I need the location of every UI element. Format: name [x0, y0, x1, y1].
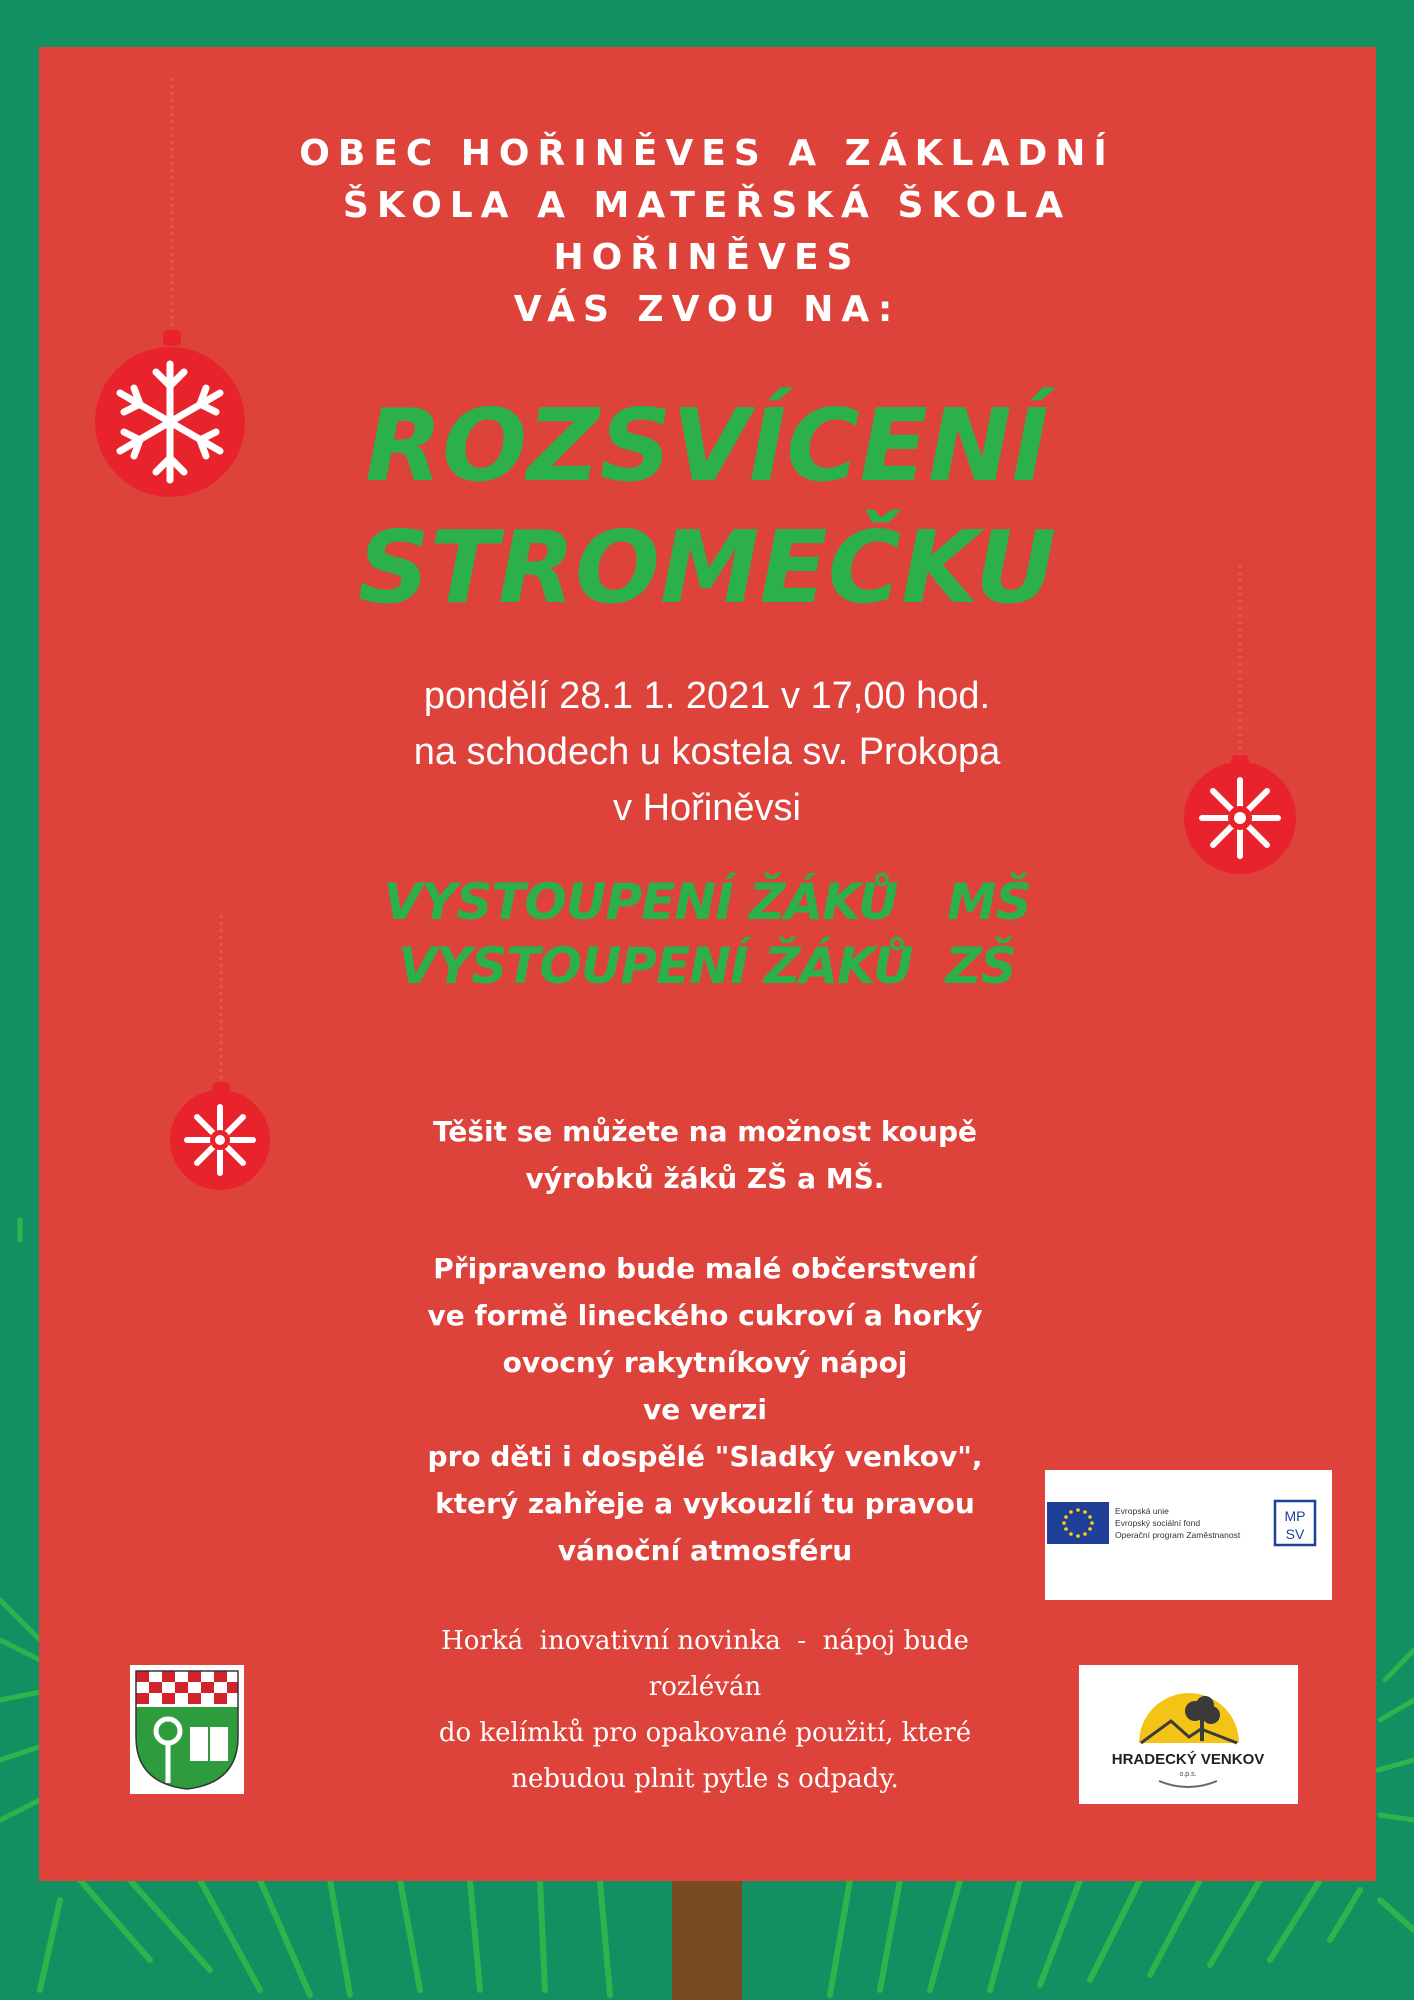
event-info	[0, 668, 1414, 836]
note-line: do kelímků pro opakované použití, které	[438, 1718, 972, 1748]
event-place: na schodech u kostela sv. Prokopa	[413, 731, 1001, 773]
village-coat-of-arms-icon	[130, 1665, 244, 1794]
title-line: ROZSVÍCENÍ	[365, 387, 1049, 504]
details-line: pro děti i dospělé "Sladký venkov",	[427, 1440, 983, 1473]
details-line: který zahřeje a vykouzlí tu pravou	[435, 1487, 975, 1520]
eu-text: Operační program Zaměstnanost	[1115, 1530, 1241, 1540]
header-line: VÁS ZVOU NA:	[513, 289, 901, 330]
header-line: HOŘINĚVES	[553, 237, 861, 278]
eu-esf-logo	[1045, 1470, 1332, 1600]
hradecky-venkov-logo	[1079, 1665, 1298, 1804]
note-line: rozléván	[648, 1672, 762, 1702]
performance-line: VYSTOUPENÍ ŽÁKŮ ZŠ	[398, 937, 1016, 995]
event-date: pondělí 28.1 1. 2021 v 17,00 hod.	[423, 675, 991, 717]
details-line: Připraveno bude malé občerstvení	[433, 1252, 977, 1285]
eu-text: Evropský sociální fond	[1115, 1518, 1201, 1528]
eco-note	[330, 1618, 1080, 1802]
event-title	[0, 385, 1414, 629]
header-line: ŠKOLA A MATEŘSKÁ ŠKOLA	[342, 185, 1072, 226]
details-line: Těšit se můžete na možnost koupě	[432, 1115, 978, 1148]
details-line: vánoční atmosféru	[557, 1534, 853, 1567]
eu-text: Evropská unie	[1115, 1506, 1169, 1516]
details-line: ovocný rakytníkový nápoj	[502, 1346, 908, 1379]
mpsv-text: SV	[1285, 1526, 1305, 1542]
hradecky-suffix: o.p.s.	[1179, 1771, 1197, 1778]
note-line: Horká inovativní novinka - nápoj bude	[441, 1626, 969, 1656]
performance-line: VYSTOUPENÍ ŽÁKŮ MŠ	[383, 873, 1031, 931]
invitation-header	[0, 128, 1414, 336]
title-line: STROMEČKU	[357, 509, 1057, 626]
performances	[0, 870, 1414, 998]
details-line: ve verzi	[643, 1393, 767, 1426]
details-line: výrobků žáků ZŠ a MŠ.	[525, 1162, 885, 1195]
event-place: v Hořiněvsi	[613, 787, 801, 829]
event-details	[330, 1108, 1080, 1574]
header-line: OBEC HOŘINĚVES A ZÁKLADNÍ	[299, 133, 1115, 174]
star-ornament-icon	[170, 1082, 270, 1190]
details-line: ve formě lineckého cukroví a horký	[427, 1299, 983, 1332]
note-line: nebudou plnit pytle s odpady.	[511, 1764, 899, 1794]
hradecky-name: HRADECKÝ VENKOV	[1111, 1751, 1265, 1768]
mpsv-text: MP	[1284, 1508, 1306, 1524]
